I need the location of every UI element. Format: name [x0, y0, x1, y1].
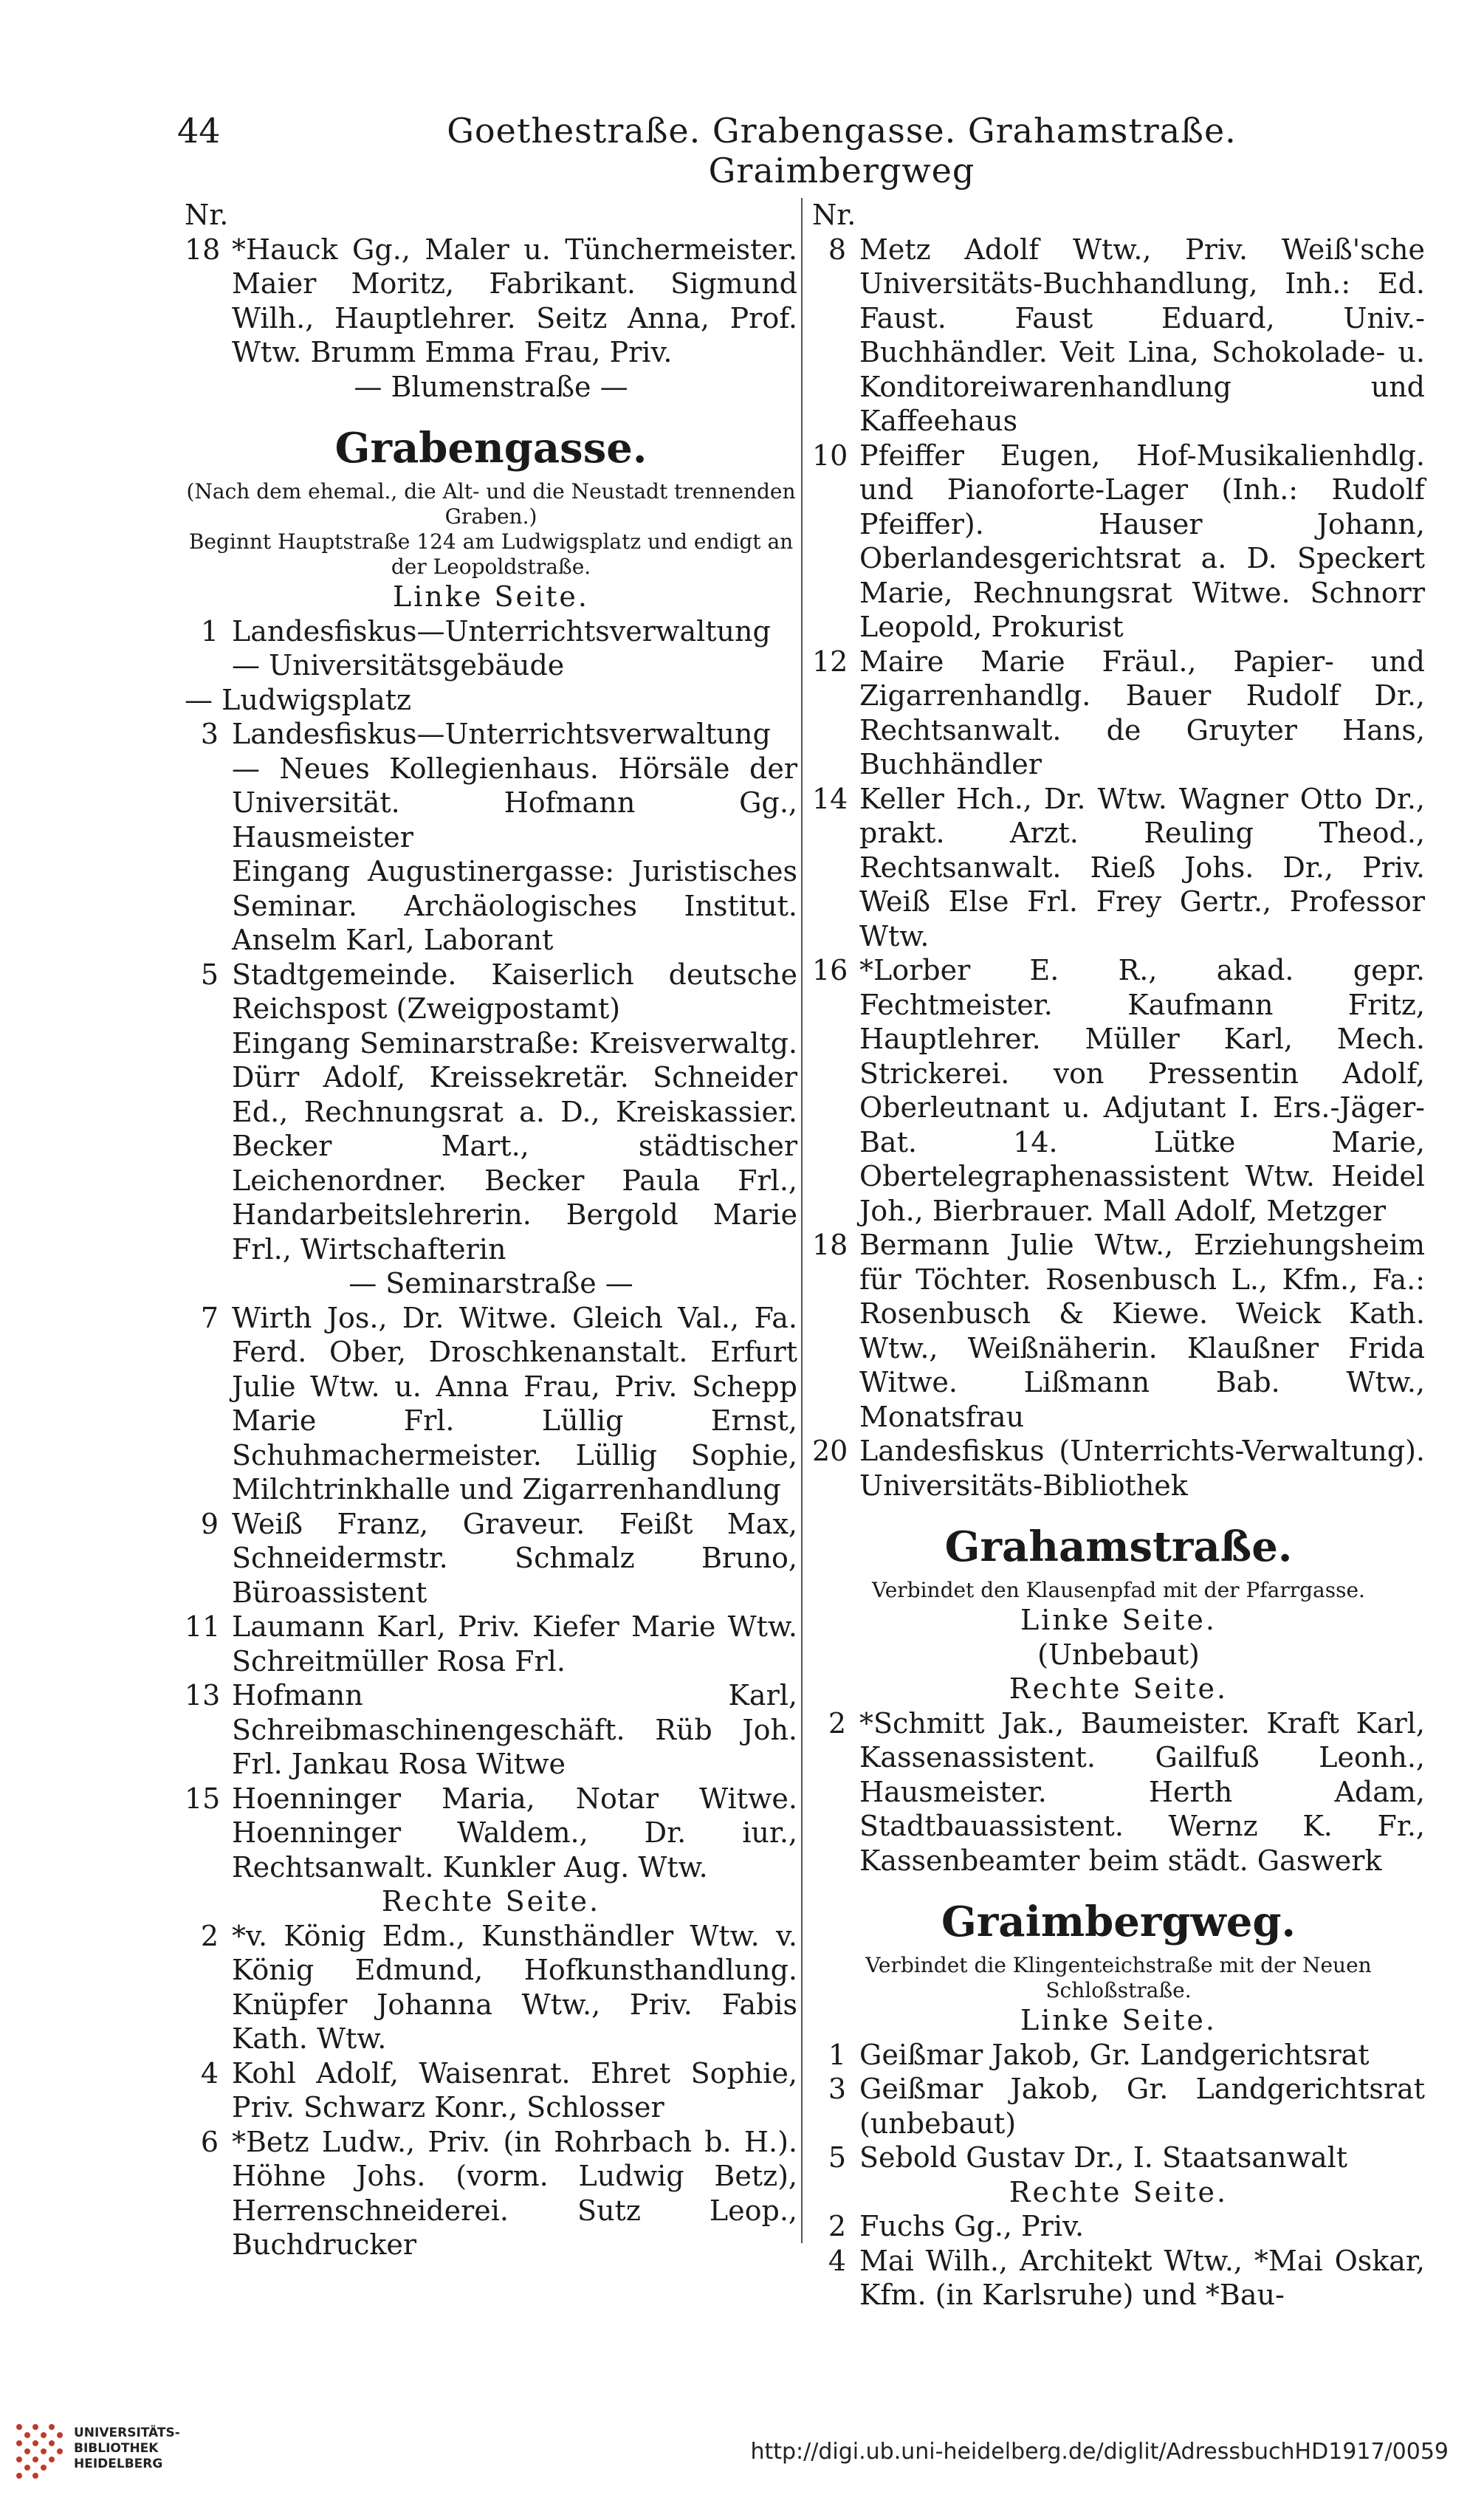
house-number: 18: [812, 1229, 848, 1261]
section-note: Beginnt Hauptstraße 124 am Ludwigsplatz und endigt an der Leopoldstraße.: [188, 529, 794, 579]
entry-text: *v. König Edm., Kunsthändler Wtw. v. König Edmund, Hofkunsthandlung. Knüpfer Johanna Wtw., Priv. Fabis Kath. Wtw.: [232, 1919, 797, 2055]
section-title: Grabengasse.: [334, 424, 647, 473]
house-number: 15: [185, 1782, 221, 1815]
cross-street: — Ludwigsplatz: [185, 683, 412, 716]
entry-text: Wirth Jos., Dr. Witwe. Gleich Val., Fa. Ferd. Ober, Droschkenanstalt. Erfurt Julie Wtw. u. Anna Frau, Priv. Schepp Marie Frl. Lüllig Ernst, Schuhmachermeister. Lüllig Sophie, Milchtrinkhalle und Zigarrenhandlung: [232, 1301, 797, 1506]
house-number: 5: [200, 958, 219, 991]
unbebaut-note: (Unbebaut): [1037, 1638, 1200, 1671]
logo-dot: [32, 2457, 38, 2462]
house-number: 6: [200, 2125, 219, 2158]
entry-text: *Hauck Gg., Maler u. Tünchermeister. Maier Moritz, Fabrikant. Sigmund Wilh., Hauptlehrer. Seitz Anna, Prof. Wtw. Brumm Emma Frau, Priv.: [232, 233, 797, 368]
logo-dot: [32, 2440, 38, 2446]
logo-dot: [24, 2448, 30, 2454]
entry-text: Geißmar Jakob, Gr. Landgerichtsrat: [859, 2038, 1370, 2071]
address-entry: [185, 1919, 797, 2056]
logo-dot: [49, 2457, 55, 2462]
house-number: 4: [828, 2244, 846, 2277]
address-entry: [812, 1706, 1425, 1878]
side-heading: Linke Seite.: [1020, 1604, 1217, 1636]
side-heading: Rechte Seite.: [1009, 2175, 1229, 2208]
house-number: 2: [200, 1919, 219, 1952]
address-entry: [812, 1434, 1425, 1503]
entrance-note: Eingang Seminarstraße: Kreisverwaltg. Dürr Adolf, Kreissekretär. Schneider Ed., Rechnungsrat a. D., Kreiskassier. Becker Mart., städtischer Leichenordner. Becker Paula Frl., Handarbeitslehrerin. Bergold Marie Frl., Wirtschafterin: [232, 1026, 797, 1266]
address-entry: [185, 1507, 797, 1610]
logo-dot: [16, 2424, 22, 2430]
address-entry: [185, 1782, 797, 1885]
entry-text: Laumann Karl, Priv. Kiefer Marie Wtw. Schreitmüller Rosa Frl.: [232, 1610, 797, 1678]
entry-text: Kohl Adolf, Waisenrat. Ehret Sophie, Priv. Schwarz Konr., Schlosser: [232, 2056, 797, 2124]
address-entry: [812, 953, 1425, 1228]
section-note: Verbindet die Klingenteichstraße mit der Neuen Schloßstraße.: [865, 1953, 1372, 2002]
entry-text: Maire Marie Fräul., Papier- und Zigarrenhandlg. Bauer Rudolf Dr., Rechtsanwalt. de Gruyter Hans, Buchhändler: [859, 645, 1425, 780]
library-logo: [13, 2418, 220, 2485]
entry-text: Landesfiskus—Unterrichtsverwaltung — Universitätsgebäude: [232, 614, 771, 682]
house-number: 3: [828, 2073, 846, 2105]
entry-text: Geißmar Jakob, Gr. Landgerichtsrat (unbebaut): [859, 2073, 1425, 2140]
house-number: 10: [812, 439, 848, 472]
address-entry: [185, 958, 797, 1026]
address-entry: [185, 1610, 797, 1678]
running-title: Goethestraße. Grabengasse. Grahamstraße. Graimbergweg: [447, 111, 1237, 190]
entry-text: Metz Adolf Wtw., Priv. Weiß'sche Universitäts-Buchhandlung, Inh.: Ed. Faust. Faust Eduard, Univ.-Buchhändler. Veit Lina, Schokolade- u. Konditoreiwarenhandlung und Kaffeehaus: [859, 233, 1425, 437]
page-number: 44: [177, 111, 221, 151]
address-entry: [812, 233, 1425, 439]
house-number: 8: [828, 233, 846, 266]
entry-text: Hofmann Karl, Schreibmaschinengeschäft. Rüb Joh. Frl. Jankau Rosa Witwe: [232, 1679, 797, 1780]
house-number: 12: [812, 645, 848, 678]
entrance-note: Eingang Augustinergasse: Juristisches Seminar. Archäologisches Institut. Anselm Karl, Laborant: [232, 855, 797, 956]
source-url-link[interactable]: http://digi.ub.uni-heidelberg.de/diglit/AdressbuchHD1917/0059: [750, 2439, 1449, 2465]
logo-line: HEIDELBERG: [74, 2457, 163, 2471]
house-number: 1: [828, 2038, 846, 2071]
nr-label: Nr.: [812, 199, 856, 231]
entry-text: Keller Hch., Dr. Wtw. Wagner Otto Dr., prakt. Arzt. Reuling Theod., Rechtsanwalt. Rieß Johs. Dr., Priv. Weiß Else Frl. Frey Gertr., Professor Wtw.: [859, 782, 1425, 952]
address-entry: [812, 2244, 1425, 2313]
logo-dot: [32, 2424, 38, 2430]
entry-text: Stadtgemeinde. Kaiserlich deutsche Reichspost (Zweigpostamt): [232, 958, 797, 1025]
side-heading: Linke Seite.: [393, 580, 589, 613]
address-entry: [185, 233, 797, 370]
logo-dot: [41, 2432, 47, 2438]
logo-dot: [41, 2465, 47, 2471]
address-entry: [812, 2209, 1425, 2244]
logo-dot: [16, 2440, 22, 2446]
side-heading: Rechte Seite.: [1009, 1672, 1229, 1705]
house-number: 20: [812, 1435, 848, 1467]
entry-text: *Lorber E. R., akad. gepr. Fechtmeister. Kaufmann Fritz, Hauptlehrer. Müller Karl, Mech. Strickerei. von Pressentin Adolf, Oberleutnant u. Adjutant I. Ers.-Jäger-Bat. 14. Lütke Marie, Obertelegraphenassistent Wtw. Heidel Joh., Bierbrauer. Mall Adolf, Metzger: [859, 954, 1425, 1227]
section-title: Graimbergweg.: [941, 1898, 1296, 1946]
house-number: 2: [828, 1706, 846, 1740]
logo-dot: [41, 2448, 47, 2454]
side-heading: Linke Seite.: [1020, 2004, 1217, 2036]
logo-dot: [16, 2473, 22, 2479]
logo-line: BIBLIOTHEK: [74, 2441, 159, 2456]
house-number: 4: [200, 2056, 219, 2090]
entry-text: Weiß Franz, Graveur. Feißt Max, Schneidermstr. Schmalz Bruno, Büroassistent: [232, 1507, 797, 1609]
entry-text: Mai Wilh., Architekt Wtw., *Mai Oskar, Kfm. (in Karlsruhe) und *Bau-: [859, 2244, 1425, 2311]
house-number: 18: [185, 233, 221, 266]
nr-label: Nr.: [185, 199, 229, 231]
address-entry: [185, 1678, 797, 1782]
house-number: 11: [185, 1610, 221, 1643]
logo-dot: [32, 2473, 38, 2479]
house-number: 7: [200, 1301, 219, 1334]
column-divider: [801, 198, 803, 2243]
address-entry: [185, 717, 797, 854]
library-logo-text: [74, 2426, 180, 2472]
house-number: 16: [812, 954, 848, 986]
left-column: [185, 198, 797, 2262]
address-entry: [812, 439, 1425, 645]
house-number: 2: [828, 2210, 846, 2242]
logo-dot: [24, 2432, 30, 2438]
logo-dot: [57, 2432, 63, 2438]
entry-text: Sebold Gustav Dr., I. Staatsanwalt: [859, 2141, 1348, 2174]
entry-text: Bermann Julie Wtw., Erziehungsheim für Töchter. Rosenbusch L., Kfm., Fa.: Rosenbusch & Kiewe. Weick Kath. Wtw., Weißnäherin. Klaußner Frida Witwe. Lißmann Bab. Wtw., Monatsfrau: [859, 1229, 1425, 1433]
address-entry: [185, 2056, 797, 2125]
section-note: (Nach dem ehemal., die Alt- und die Neustadt trennenden Graben.): [186, 479, 796, 529]
entry-text: *Schmitt Jak., Baumeister. Kraft Karl, Kassenassistent. Gailfuß Leonh., Hausmeister. Herth Adam, Stadtbauassistent. Wernz K. Fr., Kassenbeamter beim städt. Gaswerk: [859, 1706, 1425, 1877]
address-entry: [812, 782, 1425, 954]
entry-text: *Betz Ludw., Priv. (in Rohrbach b. H.). Höhne Johs. (vorm. Ludwig Betz), Herrenschneiderei. Sutz Leop., Buchdrucker: [232, 2125, 797, 2261]
entry-text: Pfeiffer Eugen, Hof-Musikalienhdlg. und Pianoforte-Lager (Inh.: Rudolf Pfeiffer). Hauser Johann, Oberlandesgerichtsrat a. D. Speckert Marie, Rechnungsrat Witwe. Schnorr Leopold, Prokurist: [859, 439, 1425, 643]
address-entry: [812, 2072, 1425, 2141]
logo-dot: [49, 2440, 55, 2446]
address-entry: [185, 1301, 797, 1507]
library-logo-icon: [13, 2421, 65, 2480]
house-number: 1: [200, 614, 219, 648]
address-entry: [185, 2125, 797, 2262]
entry-text: Fuchs Gg., Priv.: [859, 2210, 1085, 2242]
entry-text: Landesfiskus (Unterrichts-Verwaltung). Universitäts-Bibliothek: [859, 1435, 1425, 1502]
house-number: 5: [828, 2141, 846, 2174]
logo-line: UNIVERSITÄTS-: [74, 2426, 180, 2440]
house-number: 13: [185, 1679, 221, 1712]
address-entry: [812, 645, 1425, 782]
address-entry: [812, 2038, 1425, 2073]
house-number: 3: [200, 718, 219, 750]
page-header: [177, 111, 1314, 190]
logo-dot: [49, 2424, 55, 2430]
section-title: Grahamstraße.: [944, 1523, 1293, 1571]
right-column: [812, 198, 1425, 2313]
address-entry: [185, 614, 797, 683]
house-number: 9: [200, 1507, 219, 1540]
entry-text: Landesfiskus—Unterrichtsverwaltung — Neues Kollegienhaus. Hörsäle der Universität. Hofmann Gg., Hausmeister: [232, 718, 797, 854]
address-entry: [812, 1228, 1425, 1434]
house-number: 14: [812, 782, 848, 815]
logo-dot: [57, 2448, 63, 2454]
logo-dot: [16, 2457, 22, 2462]
address-entry: [812, 2141, 1425, 2175]
side-heading: Rechte Seite.: [381, 1885, 601, 1918]
cross-street: — Seminarstraße —: [348, 1267, 633, 1300]
section-note: Verbindet den Klausenpfad mit der Pfarrgasse.: [872, 1578, 1365, 1602]
cross-street: — Blumenstraße —: [354, 370, 628, 403]
entry-text: Hoenninger Maria, Notar Witwe. Hoenninger Waldem., Dr. iur., Rechtsanwalt. Kunkler Aug. Wtw.: [232, 1782, 797, 1884]
logo-dot: [24, 2465, 30, 2471]
